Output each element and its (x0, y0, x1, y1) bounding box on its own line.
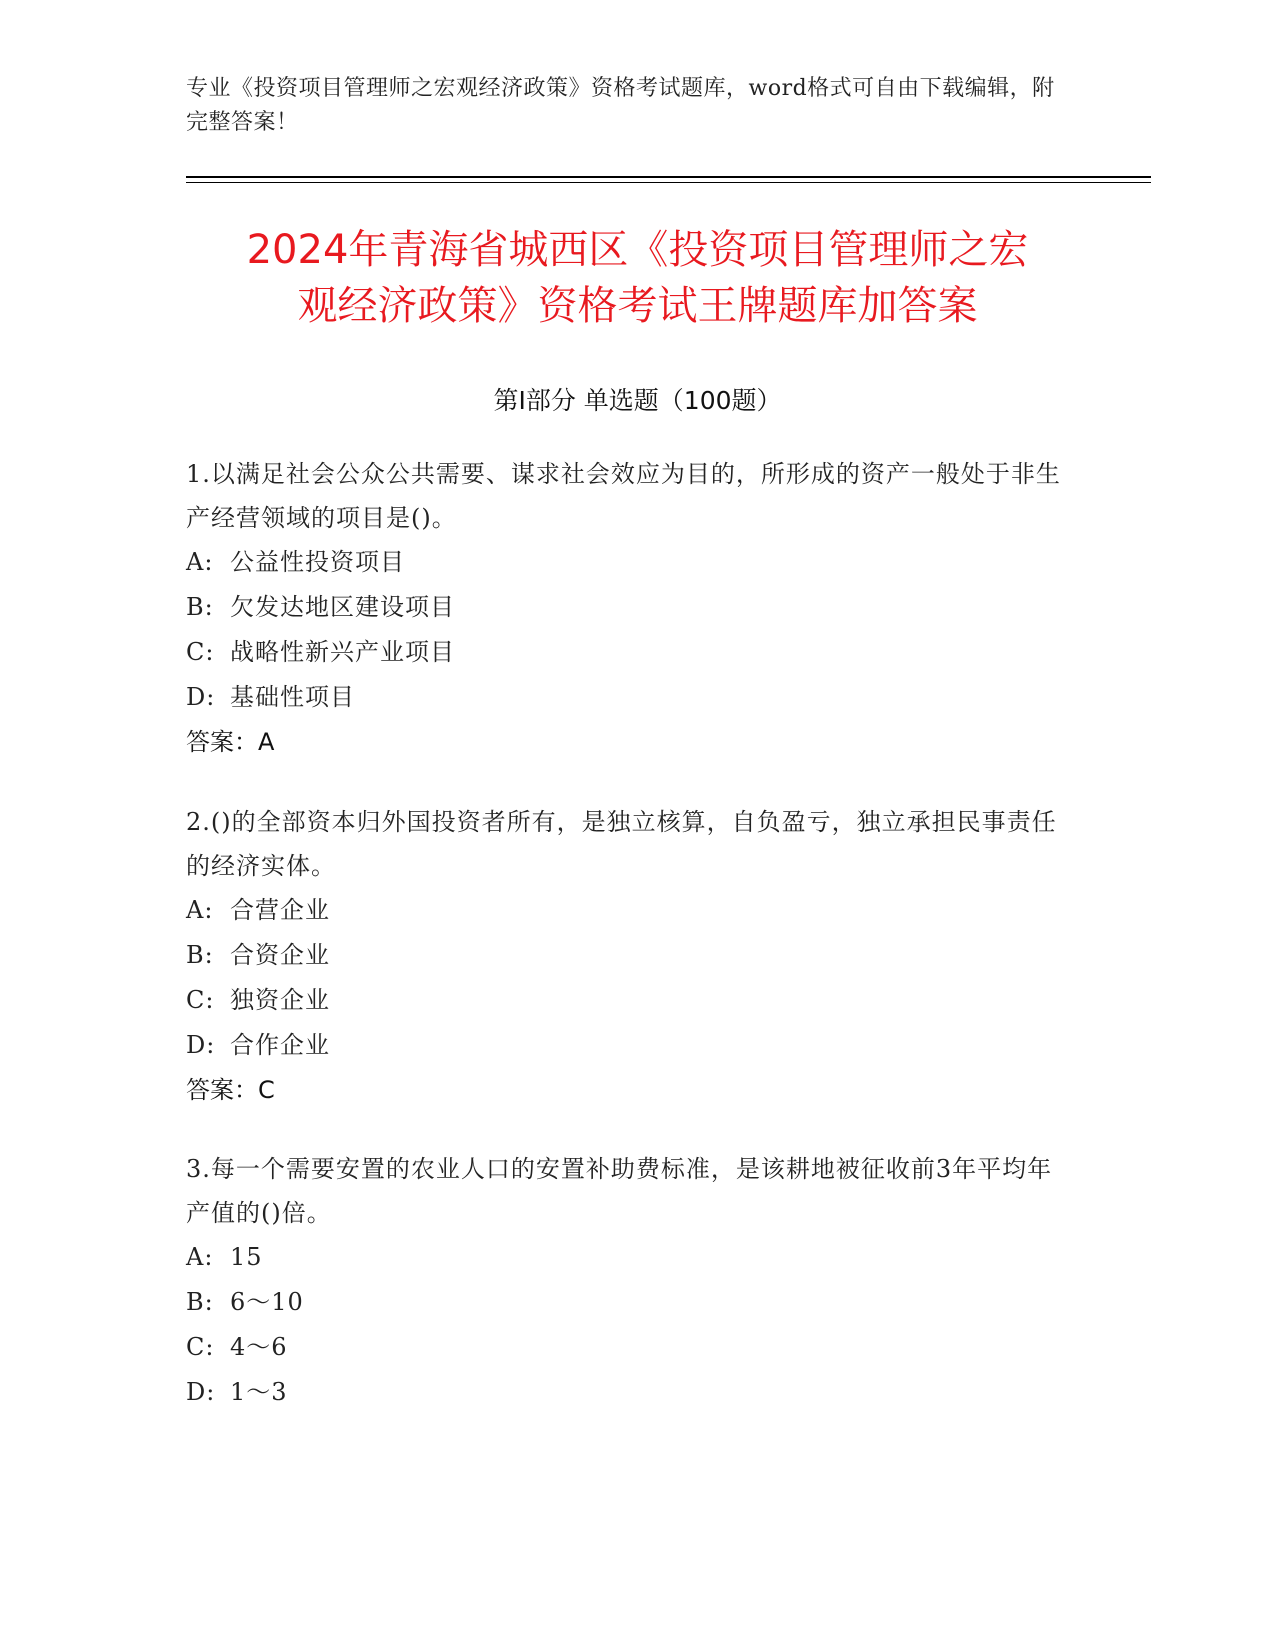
option-letter: B: (186, 1288, 214, 1316)
question-2 (186, 800, 1066, 1113)
option-a (186, 888, 1066, 933)
option-letter: A: (186, 548, 214, 576)
document-title-line-1: 2024年青海省城西区《投资项目管理师之宏 (246, 227, 1029, 273)
answer-value: C (258, 1076, 275, 1104)
option-a (186, 540, 1066, 585)
option-text: 合营企业 (230, 896, 330, 924)
option-letter: C: (186, 1333, 215, 1361)
option-b (186, 1280, 1066, 1325)
document-title-line-2: 观经济政策》资格考试王牌题库加答案 (297, 283, 978, 329)
option-d (186, 1370, 1066, 1415)
option-d (186, 675, 1066, 720)
option-letter: B: (186, 941, 214, 969)
header-divider-thin (186, 182, 1151, 183)
option-letter: C: (186, 986, 215, 1014)
answer-line (186, 720, 1066, 765)
header-divider-thick (186, 176, 1151, 178)
answer-label: 答案： (186, 728, 258, 756)
option-letter: A: (186, 1243, 214, 1271)
answer-line (186, 1068, 1066, 1113)
option-c (186, 630, 1066, 675)
question-3 (186, 1147, 1066, 1415)
option-letter: C: (186, 638, 215, 666)
option-c (186, 978, 1066, 1023)
section-title: 第I部分 单选题（100题） (493, 386, 782, 415)
option-letter: D: (186, 1378, 216, 1406)
option-text: 基础性项目 (230, 683, 355, 711)
option-text: 独资企业 (230, 986, 330, 1014)
option-letter: B: (186, 593, 214, 621)
question-stem: 2.()的全部资本归外国投资者所有，是独立核算，自负盈亏，独立承担民事责任的经济实体。 (186, 808, 1057, 880)
header-note: 专业《投资项目管理师之宏观经济政策》资格考试题库，word格式可自由下载编辑，附完整答案！ (186, 76, 1055, 135)
option-text: 合资企业 (230, 941, 330, 969)
option-d (186, 1023, 1066, 1068)
document-title (150, 222, 1125, 334)
option-letter: D: (186, 1031, 216, 1059)
option-a (186, 1235, 1066, 1280)
option-letter: A: (186, 896, 214, 924)
option-text: 1～3 (230, 1378, 288, 1406)
question-stem: 3.每一个需要安置的农业人口的安置补助费标准，是该耕地被征收前3年平均年产值的()倍。 (186, 1155, 1053, 1227)
option-text: 战略性新兴产业项目 (230, 638, 455, 666)
option-text: 合作企业 (230, 1031, 330, 1059)
option-text: 公益性投资项目 (230, 548, 405, 576)
option-c (186, 1325, 1066, 1370)
answer-label: 答案： (186, 1076, 258, 1104)
option-b (186, 585, 1066, 630)
question-stem: 1.以满足社会公众公共需要、谋求社会效应为目的，所形成的资产一般处于非生产经营领域的项目是()。 (186, 460, 1061, 532)
option-text: 欠发达地区建设项目 (230, 593, 455, 621)
option-b (186, 933, 1066, 978)
option-text: 6～10 (230, 1288, 304, 1316)
option-letter: D: (186, 683, 216, 711)
question-1 (186, 452, 1066, 765)
option-text: 15 (230, 1243, 263, 1271)
option-text: 4～6 (230, 1333, 288, 1361)
answer-value: A (258, 728, 275, 756)
